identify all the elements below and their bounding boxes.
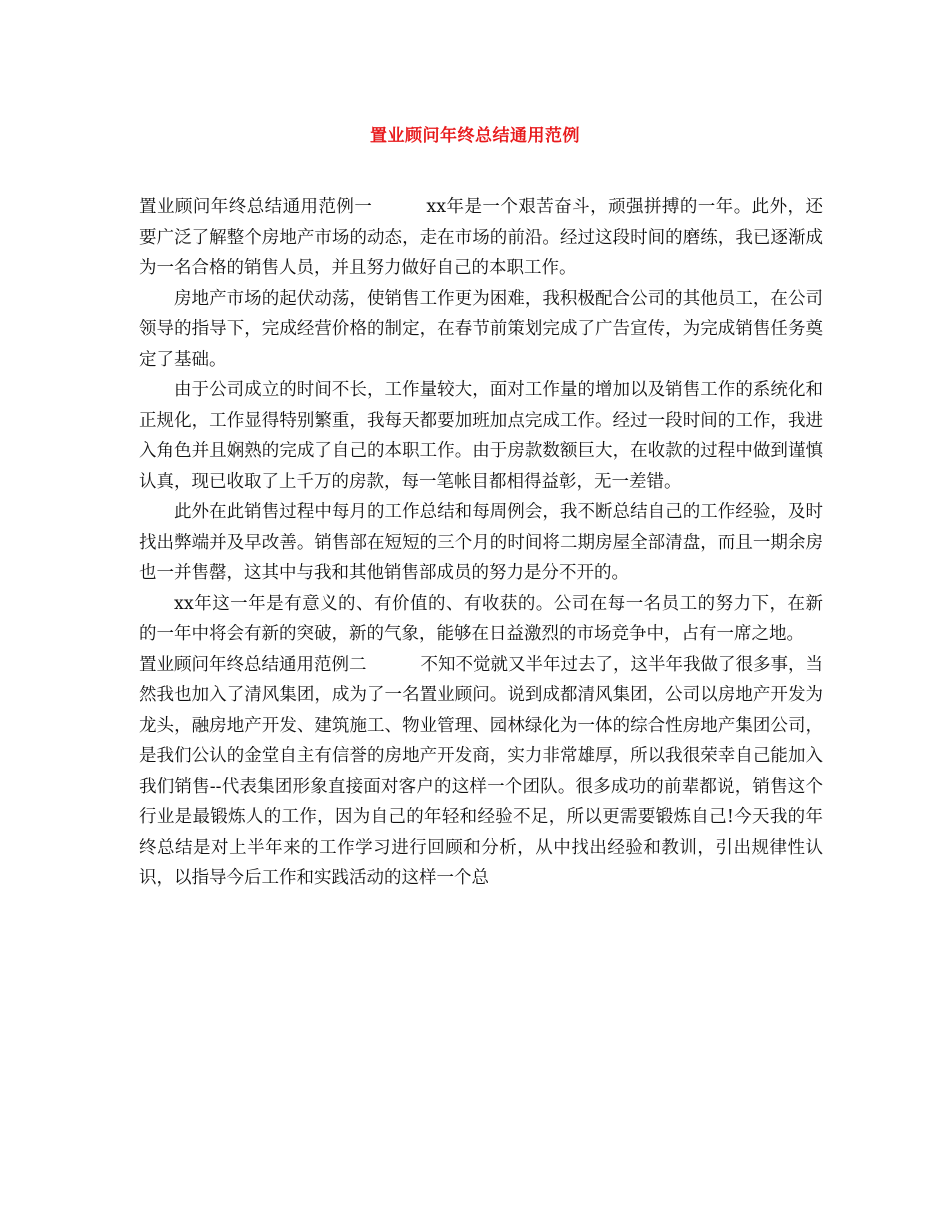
paragraph-5 bbox=[139, 589, 823, 650]
paragraph-text: 不知不觉就又半年过去了，这半年我做了很多事，当然我也加入了清风集团，成为了一名置业顾问。说到成都清风集团，公司以房地产开发为龙头，融房地产开发、建筑施工、物业管理、园林绿化为一体的综合性房地产集团公司，是我们公认的金堂自主有信誉的房地产开发商，实力非常雄厚，所以我很荣幸自己能加入我们销售--代表集团形象直接面对客户的这样一个团队。很多成功的前辈都说，销售这个行业是最锻炼人的工作，因为自己的年轻和经验不足，所以更需要锻炼自己!今天我的年终总结是对上半年来的工作学习进行回顾和分析，从中找出经验和教训，引出规律性认识，以指导今后工作和实践活动的这样一个总 bbox=[139, 654, 823, 888]
paragraph-text: xx年是一个艰苦奋斗，顽强拼搏的一年。此外，还要广泛了解整个房地产市场的动态，走在市场的前沿。经过这段时间的磨练，我已逐渐成为一名合格的销售人员，并且努力做好自己的本职工作。 bbox=[139, 197, 824, 278]
section-heading-2: 置业顾问年终总结通用范例二 bbox=[139, 654, 367, 675]
paragraph-text: 此外在此销售过程中每月的工作总结和每周例会，我不断总结自己的工作经验，及时找出弊端并及早改善。销售部在短短的三个月的时间将二期房屋全部清盘，而且一期余房也一并售罄，这其中与我和其他销售部成员的努力是分不开的。 bbox=[139, 502, 823, 583]
document-body bbox=[139, 192, 823, 894]
paragraph-text: 由于公司成立的时间不长，工作量较大，面对工作量的增加以及销售工作的系统化和正规化，工作显得特别繁重，我每天都要加班加点完成工作。经过一段时间的工作，我进入角色并且娴熟的完成了自己的本职工作。由于房款数额巨大，在收款的过程中做到谨慎认真，现已收取了上千万的房款，每一笔帐目都相得益彰，无一差错。 bbox=[139, 380, 823, 492]
paragraph-6 bbox=[139, 650, 823, 894]
paragraph-4 bbox=[139, 497, 823, 589]
paragraph-text: 房地产市场的起伏动荡，使销售工作更为困难，我积极配合公司的其他员工，在公司领导的指导下，完成经营价格的制定，在春节前策划完成了广告宣传，为完成销售任务奠定了基础。 bbox=[139, 288, 823, 370]
paragraph-3 bbox=[139, 375, 823, 497]
document-title: 置业顾问年终总结通用范例 bbox=[370, 126, 580, 146]
paragraph-2 bbox=[139, 284, 823, 376]
paragraph-text: xx年这一年是有意义的、有价值的、有收获的。公司在每一名员工的努力下，在新的一年中将会有新的突破，新的气象，能够在日益激烈的市场竞争中，占有一席之地。 bbox=[139, 593, 823, 644]
paragraph-1 bbox=[139, 192, 823, 284]
section-heading-1: 置业顾问年终总结通用范例一 bbox=[139, 197, 373, 217]
